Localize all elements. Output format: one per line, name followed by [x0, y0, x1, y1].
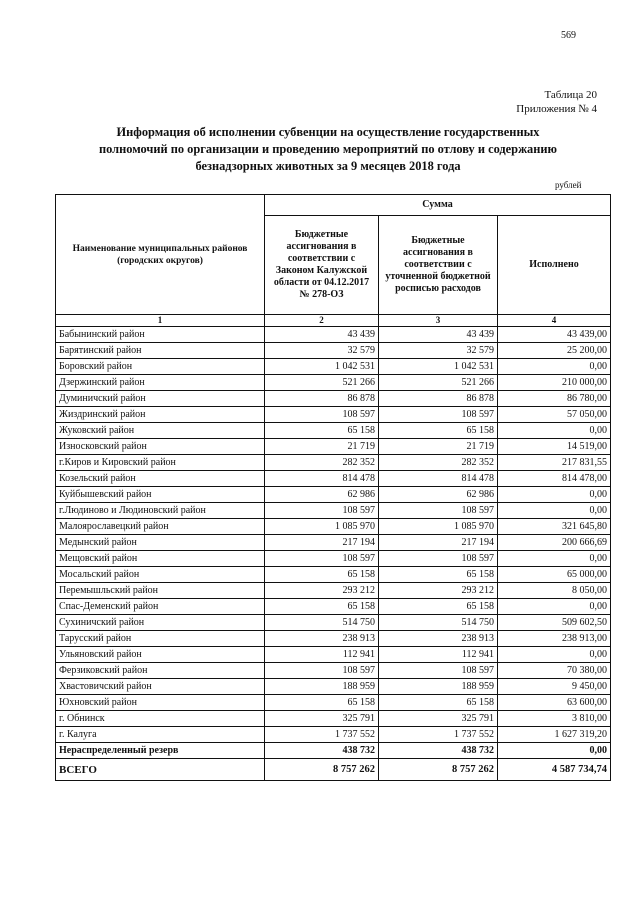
- district-name: Спас-Деменский район: [56, 599, 265, 615]
- table-row: [56, 471, 611, 487]
- table-row: [56, 599, 611, 615]
- header-col3: Бюджетные ассигнования в соответствии с уточненной бюджетной росписью расходов: [379, 216, 498, 315]
- budget-law-amount: 282 352: [265, 455, 379, 471]
- executed-amount: 70 380,00: [498, 663, 611, 679]
- district-name: Жуковский район: [56, 423, 265, 439]
- budget-law-amount: 43 439: [265, 327, 379, 343]
- table-row: [56, 583, 611, 599]
- table-row: [56, 487, 611, 503]
- table-ref-line2: Приложения № 4: [516, 103, 597, 115]
- page-number: 569: [561, 30, 576, 41]
- table-row: [56, 407, 611, 423]
- table-row: [56, 631, 611, 647]
- district-name: Ульяновский район: [56, 647, 265, 663]
- budget-revised-amount: 325 791: [379, 711, 498, 727]
- budget-law-amount: 65 158: [265, 567, 379, 583]
- budget-revised-amount: 108 597: [379, 407, 498, 423]
- table-row: [56, 535, 611, 551]
- district-name: г.Людиново и Людиновский район: [56, 503, 265, 519]
- column-number-row: [56, 315, 611, 327]
- executed-amount: 14 519,00: [498, 439, 611, 455]
- header-sum-group: Сумма: [265, 195, 611, 216]
- executed-amount: 8 050,00: [498, 583, 611, 599]
- budget-revised-amount: 217 194: [379, 535, 498, 551]
- budget-revised-amount: 1 085 970: [379, 519, 498, 535]
- currency-unit: рублей: [555, 180, 582, 190]
- budget-revised-amount: 21 719: [379, 439, 498, 455]
- report-table: [55, 194, 611, 781]
- budget-law-amount: 32 579: [265, 343, 379, 359]
- budget-law-amount: 814 478: [265, 471, 379, 487]
- table-row: [56, 343, 611, 359]
- total-col4: 4 587 734,74: [498, 759, 611, 781]
- budget-revised-amount: 65 158: [379, 599, 498, 615]
- table-row: [56, 391, 611, 407]
- header-col4: Исполнено: [498, 216, 611, 315]
- district-name: Думиничский район: [56, 391, 265, 407]
- district-name: Бабынинский район: [56, 327, 265, 343]
- budget-revised-amount: 293 212: [379, 583, 498, 599]
- budget-law-amount: 188 959: [265, 679, 379, 695]
- budget-law-amount: 62 986: [265, 487, 379, 503]
- district-name: Барятинский район: [56, 343, 265, 359]
- budget-revised-amount: 514 750: [379, 615, 498, 631]
- table-row: [56, 327, 611, 343]
- table-row: [56, 423, 611, 439]
- district-name: Мосальский район: [56, 567, 265, 583]
- column-number: 1: [56, 315, 265, 327]
- executed-amount: 200 666,69: [498, 535, 611, 551]
- budget-law-amount: 108 597: [265, 503, 379, 519]
- budget-revised-amount: 188 959: [379, 679, 498, 695]
- executed-amount: 0,00: [498, 359, 611, 375]
- executed-amount: 43 439,00: [498, 327, 611, 343]
- executed-amount: 63 600,00: [498, 695, 611, 711]
- table-row: [56, 551, 611, 567]
- budget-law-amount: 514 750: [265, 615, 379, 631]
- total-label: ВСЕГО: [56, 759, 265, 781]
- district-name: Малоярославецкий район: [56, 519, 265, 535]
- budget-revised-amount: 62 986: [379, 487, 498, 503]
- budget-revised-amount: 108 597: [379, 551, 498, 567]
- executed-amount: 0,00: [498, 503, 611, 519]
- district-name: Износковский район: [56, 439, 265, 455]
- budget-revised-amount: 521 266: [379, 375, 498, 391]
- reserve-col3: 438 732: [379, 743, 498, 759]
- table-row: [56, 503, 611, 519]
- executed-amount: 65 000,00: [498, 567, 611, 583]
- document-title: [48, 124, 608, 175]
- executed-amount: 509 602,50: [498, 615, 611, 631]
- reserve-label: Нераспределенный резерв: [56, 743, 265, 759]
- budget-revised-amount: 32 579: [379, 343, 498, 359]
- table-row: [56, 567, 611, 583]
- budget-revised-amount: 1 042 531: [379, 359, 498, 375]
- district-name: Боровский район: [56, 359, 265, 375]
- budget-revised-amount: 1 737 552: [379, 727, 498, 743]
- table-row: [56, 647, 611, 663]
- total-col3: 8 757 262: [379, 759, 498, 781]
- total-col2: 8 757 262: [265, 759, 379, 781]
- budget-law-amount: 108 597: [265, 663, 379, 679]
- table-reference: [516, 88, 597, 116]
- executed-amount: 0,00: [498, 487, 611, 503]
- table-row: [56, 727, 611, 743]
- budget-law-amount: 86 878: [265, 391, 379, 407]
- reserve-col2: 438 732: [265, 743, 379, 759]
- budget-law-amount: 108 597: [265, 407, 379, 423]
- district-name: Медынский район: [56, 535, 265, 551]
- table-row: [56, 375, 611, 391]
- budget-law-amount: 65 158: [265, 695, 379, 711]
- district-name: г. Калуга: [56, 727, 265, 743]
- table-body: [56, 327, 611, 743]
- budget-law-amount: 108 597: [265, 551, 379, 567]
- title-line1: Информация об исполнении субвенции на осуществление государственных: [116, 125, 540, 139]
- executed-amount: 1 627 319,20: [498, 727, 611, 743]
- budget-law-amount: 1 085 970: [265, 519, 379, 535]
- table-row: [56, 519, 611, 535]
- budget-law-amount: 1 042 531: [265, 359, 379, 375]
- district-name: Козельский район: [56, 471, 265, 487]
- budget-law-amount: 325 791: [265, 711, 379, 727]
- title-line3: безнадзорных животных за 9 месяцев 2018 года: [195, 159, 461, 173]
- executed-amount: 57 050,00: [498, 407, 611, 423]
- column-number: 4: [498, 315, 611, 327]
- executed-amount: 321 645,80: [498, 519, 611, 535]
- budget-revised-amount: 282 352: [379, 455, 498, 471]
- header-name-column: Наименование муниципальных районов (городских округов): [56, 195, 265, 315]
- table-row: [56, 439, 611, 455]
- table-row: [56, 615, 611, 631]
- district-name: Перемышльский район: [56, 583, 265, 599]
- district-name: Сухиничский район: [56, 615, 265, 631]
- budget-revised-amount: 108 597: [379, 503, 498, 519]
- budget-law-amount: 217 194: [265, 535, 379, 551]
- executed-amount: 210 000,00: [498, 375, 611, 391]
- executed-amount: 9 450,00: [498, 679, 611, 695]
- budget-law-amount: 112 941: [265, 647, 379, 663]
- budget-revised-amount: 65 158: [379, 695, 498, 711]
- table-row: [56, 663, 611, 679]
- budget-revised-amount: 65 158: [379, 423, 498, 439]
- district-name: Жиздринский район: [56, 407, 265, 423]
- header-col2: Бюджетные ассигнования в соответствии с Законом Калужской области от 04.12.2017 № 278-ОЗ: [265, 216, 379, 315]
- budget-law-amount: 65 158: [265, 599, 379, 615]
- district-name: г. Обнинск: [56, 711, 265, 727]
- table-row: [56, 359, 611, 375]
- district-name: Дзержинский район: [56, 375, 265, 391]
- budget-revised-amount: 86 878: [379, 391, 498, 407]
- budget-law-amount: 238 913: [265, 631, 379, 647]
- budget-revised-amount: 65 158: [379, 567, 498, 583]
- budget-revised-amount: 108 597: [379, 663, 498, 679]
- district-name: Юхновский район: [56, 695, 265, 711]
- budget-revised-amount: 238 913: [379, 631, 498, 647]
- executed-amount: 0,00: [498, 599, 611, 615]
- title-line2: полномочий по организации и проведению мероприятий по отлову и содержанию: [99, 142, 557, 156]
- table-row: [56, 679, 611, 695]
- district-name: Мещовский район: [56, 551, 265, 567]
- column-number: 2: [265, 315, 379, 327]
- budget-law-amount: 65 158: [265, 423, 379, 439]
- executed-amount: 814 478,00: [498, 471, 611, 487]
- budget-law-amount: 21 719: [265, 439, 379, 455]
- column-number: 3: [379, 315, 498, 327]
- executed-amount: 0,00: [498, 551, 611, 567]
- total-row: [56, 759, 611, 781]
- budget-law-amount: 293 212: [265, 583, 379, 599]
- executed-amount: 25 200,00: [498, 343, 611, 359]
- budget-law-amount: 521 266: [265, 375, 379, 391]
- executed-amount: 217 831,55: [498, 455, 611, 471]
- reserve-col4: 0,00: [498, 743, 611, 759]
- table-row: [56, 455, 611, 471]
- district-name: Хвастовичский район: [56, 679, 265, 695]
- executed-amount: 0,00: [498, 423, 611, 439]
- budget-law-amount: 1 737 552: [265, 727, 379, 743]
- budget-revised-amount: 112 941: [379, 647, 498, 663]
- table-row: [56, 695, 611, 711]
- executed-amount: 3 810,00: [498, 711, 611, 727]
- table-ref-line1: Таблица 20: [544, 89, 597, 101]
- table-row: [56, 711, 611, 727]
- budget-revised-amount: 43 439: [379, 327, 498, 343]
- district-name: Ферзиковский район: [56, 663, 265, 679]
- executed-amount: 86 780,00: [498, 391, 611, 407]
- executed-amount: 238 913,00: [498, 631, 611, 647]
- budget-revised-amount: 814 478: [379, 471, 498, 487]
- district-name: Тарусский район: [56, 631, 265, 647]
- reserve-row: [56, 743, 611, 759]
- district-name: Куйбышевский район: [56, 487, 265, 503]
- executed-amount: 0,00: [498, 647, 611, 663]
- district-name: г.Киров и Кировский район: [56, 455, 265, 471]
